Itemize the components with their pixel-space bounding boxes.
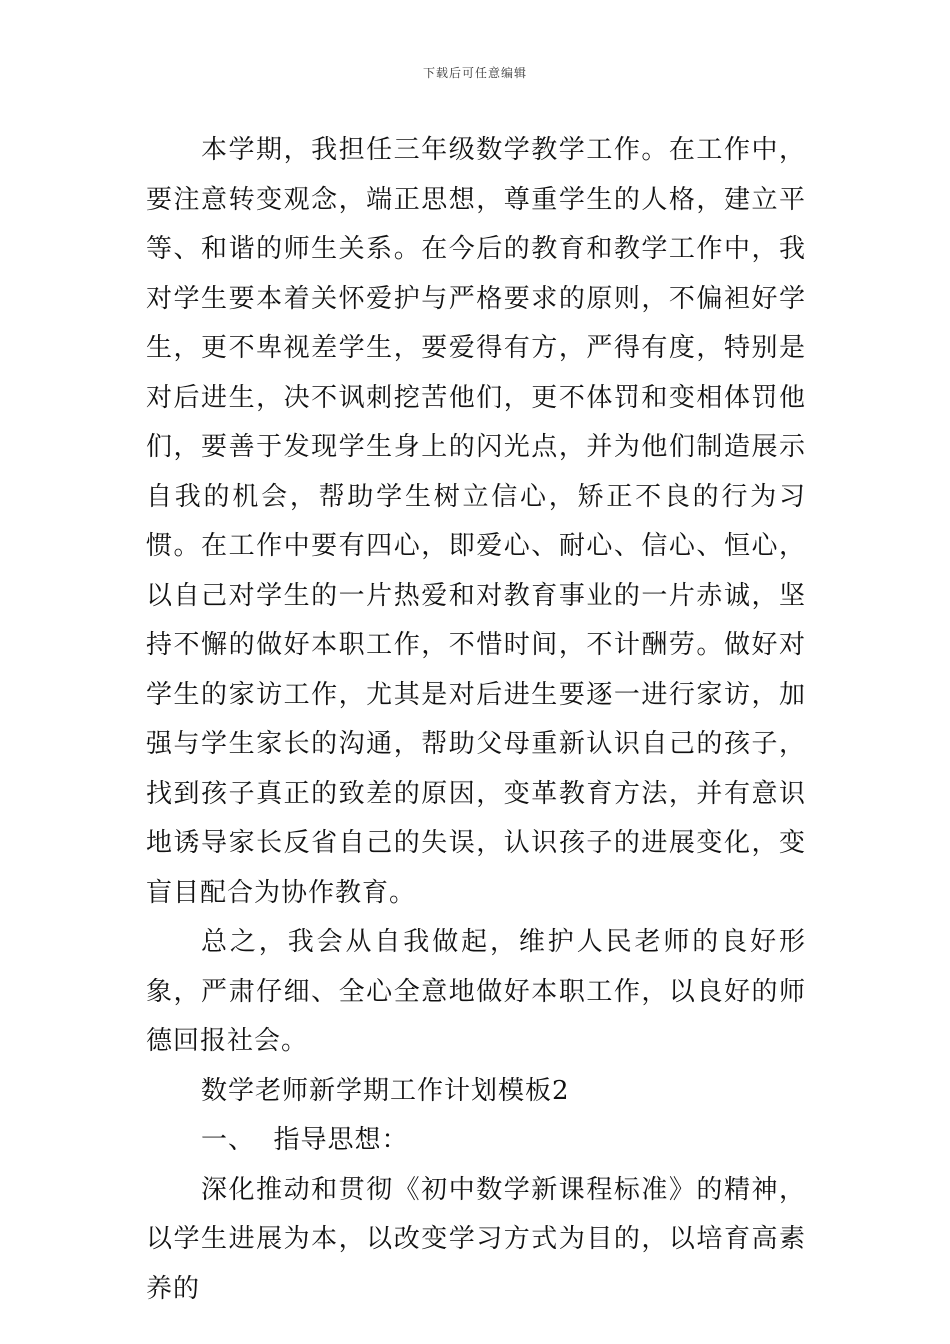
section-title: 数学老师新学期工作计划模板2 <box>201 1075 570 1106</box>
body-paragraph-1: 本学期，我担任三年级数学教学工作。在工作中，要注意转变观念，端正思想，尊重学生的人格，建立平等、和谐的师生关系。在今后的教育和教学工作中，我对学生要本着关怀爱护与严格要求的原则，不偏袒好学生，更不卑视差学生，要爱得有方，严得有度，特别是对后进生，决不讽刺挖苦他们，更不体罚和变相体罚他们，要善于发现学生身上的闪光点，并为他们制造展示自我的机会，帮助学生树立信心，矫正不良的行为习惯。在工作中要有四心，即爱心、耐心、信心、恒心，以自己对学生的一片热爱和对教育事业的一片赤诚，坚持不懈的做好本职工作，不惜时间，不计酬劳。做好对学生的家访工作，尤其是对后进生要逐一进行家访，加强与学生家长的沟通，帮助父母重新认识自己的孩子，找到孩子真正的致差的原因，变革教育方法，并有意识地诱导家长反省自己的失误，认识孩子的进展变化，变盲目配合为协作教育。 <box>146 135 806 908</box>
page-header-note: 下载后可任意编辑 <box>422 66 527 80</box>
body-paragraph-3: 深化推动和贯彻《初中数学新课程标准》的精神，以学生进展为本，以改变学习方式为目的，以培育高素养的 <box>146 1174 806 1304</box>
section-heading-guiding-thought: 一、 指导思想： <box>201 1125 409 1155</box>
document-body <box>146 126 806 1314</box>
body-paragraph-2: 总之，我会从自我做起，维护人民老师的良好形象，严肃仔细、全心全意地做好本职工作，以良好的师德回报社会。 <box>146 927 806 1056</box>
